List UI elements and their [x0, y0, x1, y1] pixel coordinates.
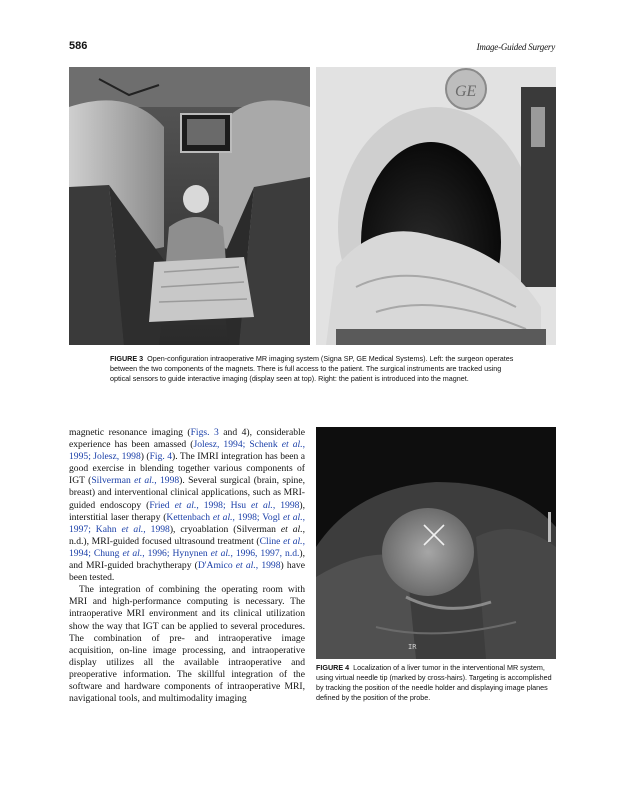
- citation-link[interactable]: et al.: [235, 560, 256, 572]
- citation-link[interactable]: Kettenbach: [166, 511, 213, 523]
- text-run: ), and MRI-guided brachytherapy (: [69, 547, 306, 572]
- citation-link[interactable]: et al.: [212, 511, 233, 523]
- figure3-caption: [110, 354, 520, 384]
- citation-link[interactable]: , 1998: [272, 499, 300, 511]
- citation-link[interactable]: , 1998: [143, 523, 170, 535]
- citation-link[interactable]: et al.: [283, 535, 303, 547]
- page-number: 586: [69, 40, 88, 52]
- citation-link[interactable]: Figs. 3: [190, 427, 219, 438]
- citation-link[interactable]: , 1994; Chung: [69, 535, 305, 559]
- citation-link[interactable]: , 1997; Kahn: [69, 511, 306, 535]
- figure4-caption: [316, 663, 559, 703]
- citation-link[interactable]: et al.: [251, 499, 273, 511]
- text-run: ) have been tested.: [69, 560, 305, 584]
- paragraph-2: The integration of combining the operating room with MRI and high-performance computing is necessary. The intraoperative MRI environment and its clinical utilization show the way that IGT can be applied to several procedures. The combination of pre- and intraoperative image acquisition, on-line image processing, and intraoperative display utilizes all the available intraoperative and preoperative information. The skillful integration of the software and hardware components of intraoperative MRI, navigational tools, and multimodality imaging: [69, 584, 305, 705]
- citation-link[interactable]: , 1998: [255, 560, 281, 572]
- figure3-right-photo: [316, 67, 556, 345]
- figure4-caption-text: Localization of a liver tumor in the interventional MR system, using virtual needle tip (marked by cross-hairs). Targeting is accomplished by tracking the position of the needle holder and displaying image planes defined by the position of the probe.: [316, 663, 552, 702]
- text-run: ). The IMRI integration has been a good exercise in blending together various components of IGT (: [69, 451, 305, 487]
- paragraph-1: [69, 427, 305, 584]
- figure4-mri-image: [316, 427, 556, 659]
- text-run: , n.d.), MRI-guided focused ultrasound treatment (: [69, 523, 306, 547]
- citation-link[interactable]: , 1998; Vogl: [232, 511, 283, 523]
- body-text-column: [69, 427, 305, 705]
- text-run: magnetic resonance imaging (: [69, 427, 191, 438]
- citation-link[interactable]: et al.: [121, 523, 144, 535]
- citation-link[interactable]: et al.: [174, 499, 197, 511]
- figure3-caption-text: Open-configuration intraoperative MR imaging system (Signa SP, GE Medical Systems). Left: the surgeon operates between the two components of the magnets. There is full access to the patient. The surgical instruments are tracked using optical sensors to guide interactive imaging (display seen at top). Right: the patient is introduced into the magnet.: [110, 354, 514, 383]
- citation-link[interactable]: Silverman: [91, 475, 135, 487]
- citation-link[interactable]: et al.: [134, 475, 155, 487]
- figure3-label: FIGURE 3: [110, 354, 144, 363]
- mri-overlay-label: IR: [408, 643, 417, 651]
- citation-link[interactable]: Fig. 4: [149, 451, 173, 463]
- text-run: ), cryoablation (Silverman: [169, 523, 281, 535]
- citation-link[interactable]: Cline: [259, 535, 284, 547]
- citation-link[interactable]: , 1996, 1997, n.d.: [230, 547, 300, 559]
- citation-link[interactable]: et al.: [122, 547, 143, 559]
- text-run: et al.: [280, 523, 303, 535]
- citation-link[interactable]: , 1998; Hsu: [196, 499, 252, 511]
- citation-link[interactable]: , 1998: [154, 475, 180, 487]
- figure3-left-photo: [69, 67, 310, 345]
- citation-link[interactable]: et al.: [281, 439, 303, 451]
- text-run: and 4), considerable experience has been amassed (: [69, 427, 305, 451]
- citation-link[interactable]: , 1995; Jolesz, 1998: [69, 439, 305, 463]
- citation-link[interactable]: D'Amico: [197, 560, 236, 572]
- text-run: ). Several surgical (brain, spine, breast) and interventional clinical applications, such as MRI-guided endoscopy (: [69, 475, 306, 511]
- figure4-label: FIGURE 4: [316, 663, 350, 672]
- text-run: ) (: [140, 451, 150, 463]
- citation-link[interactable]: , 1996; Hynynen: [142, 547, 211, 559]
- citation-link[interactable]: Fried: [149, 499, 175, 511]
- citation-link[interactable]: et al.: [210, 547, 231, 559]
- citation-link[interactable]: et al.: [283, 511, 303, 523]
- text-run: ), interstitial laser therapy (: [69, 499, 305, 523]
- citation-link[interactable]: Jolesz, 1994; Schenk: [193, 439, 282, 451]
- running-title: Image-Guided Surgery: [476, 42, 555, 52]
- svg-text:GE: GE: [455, 83, 477, 100]
